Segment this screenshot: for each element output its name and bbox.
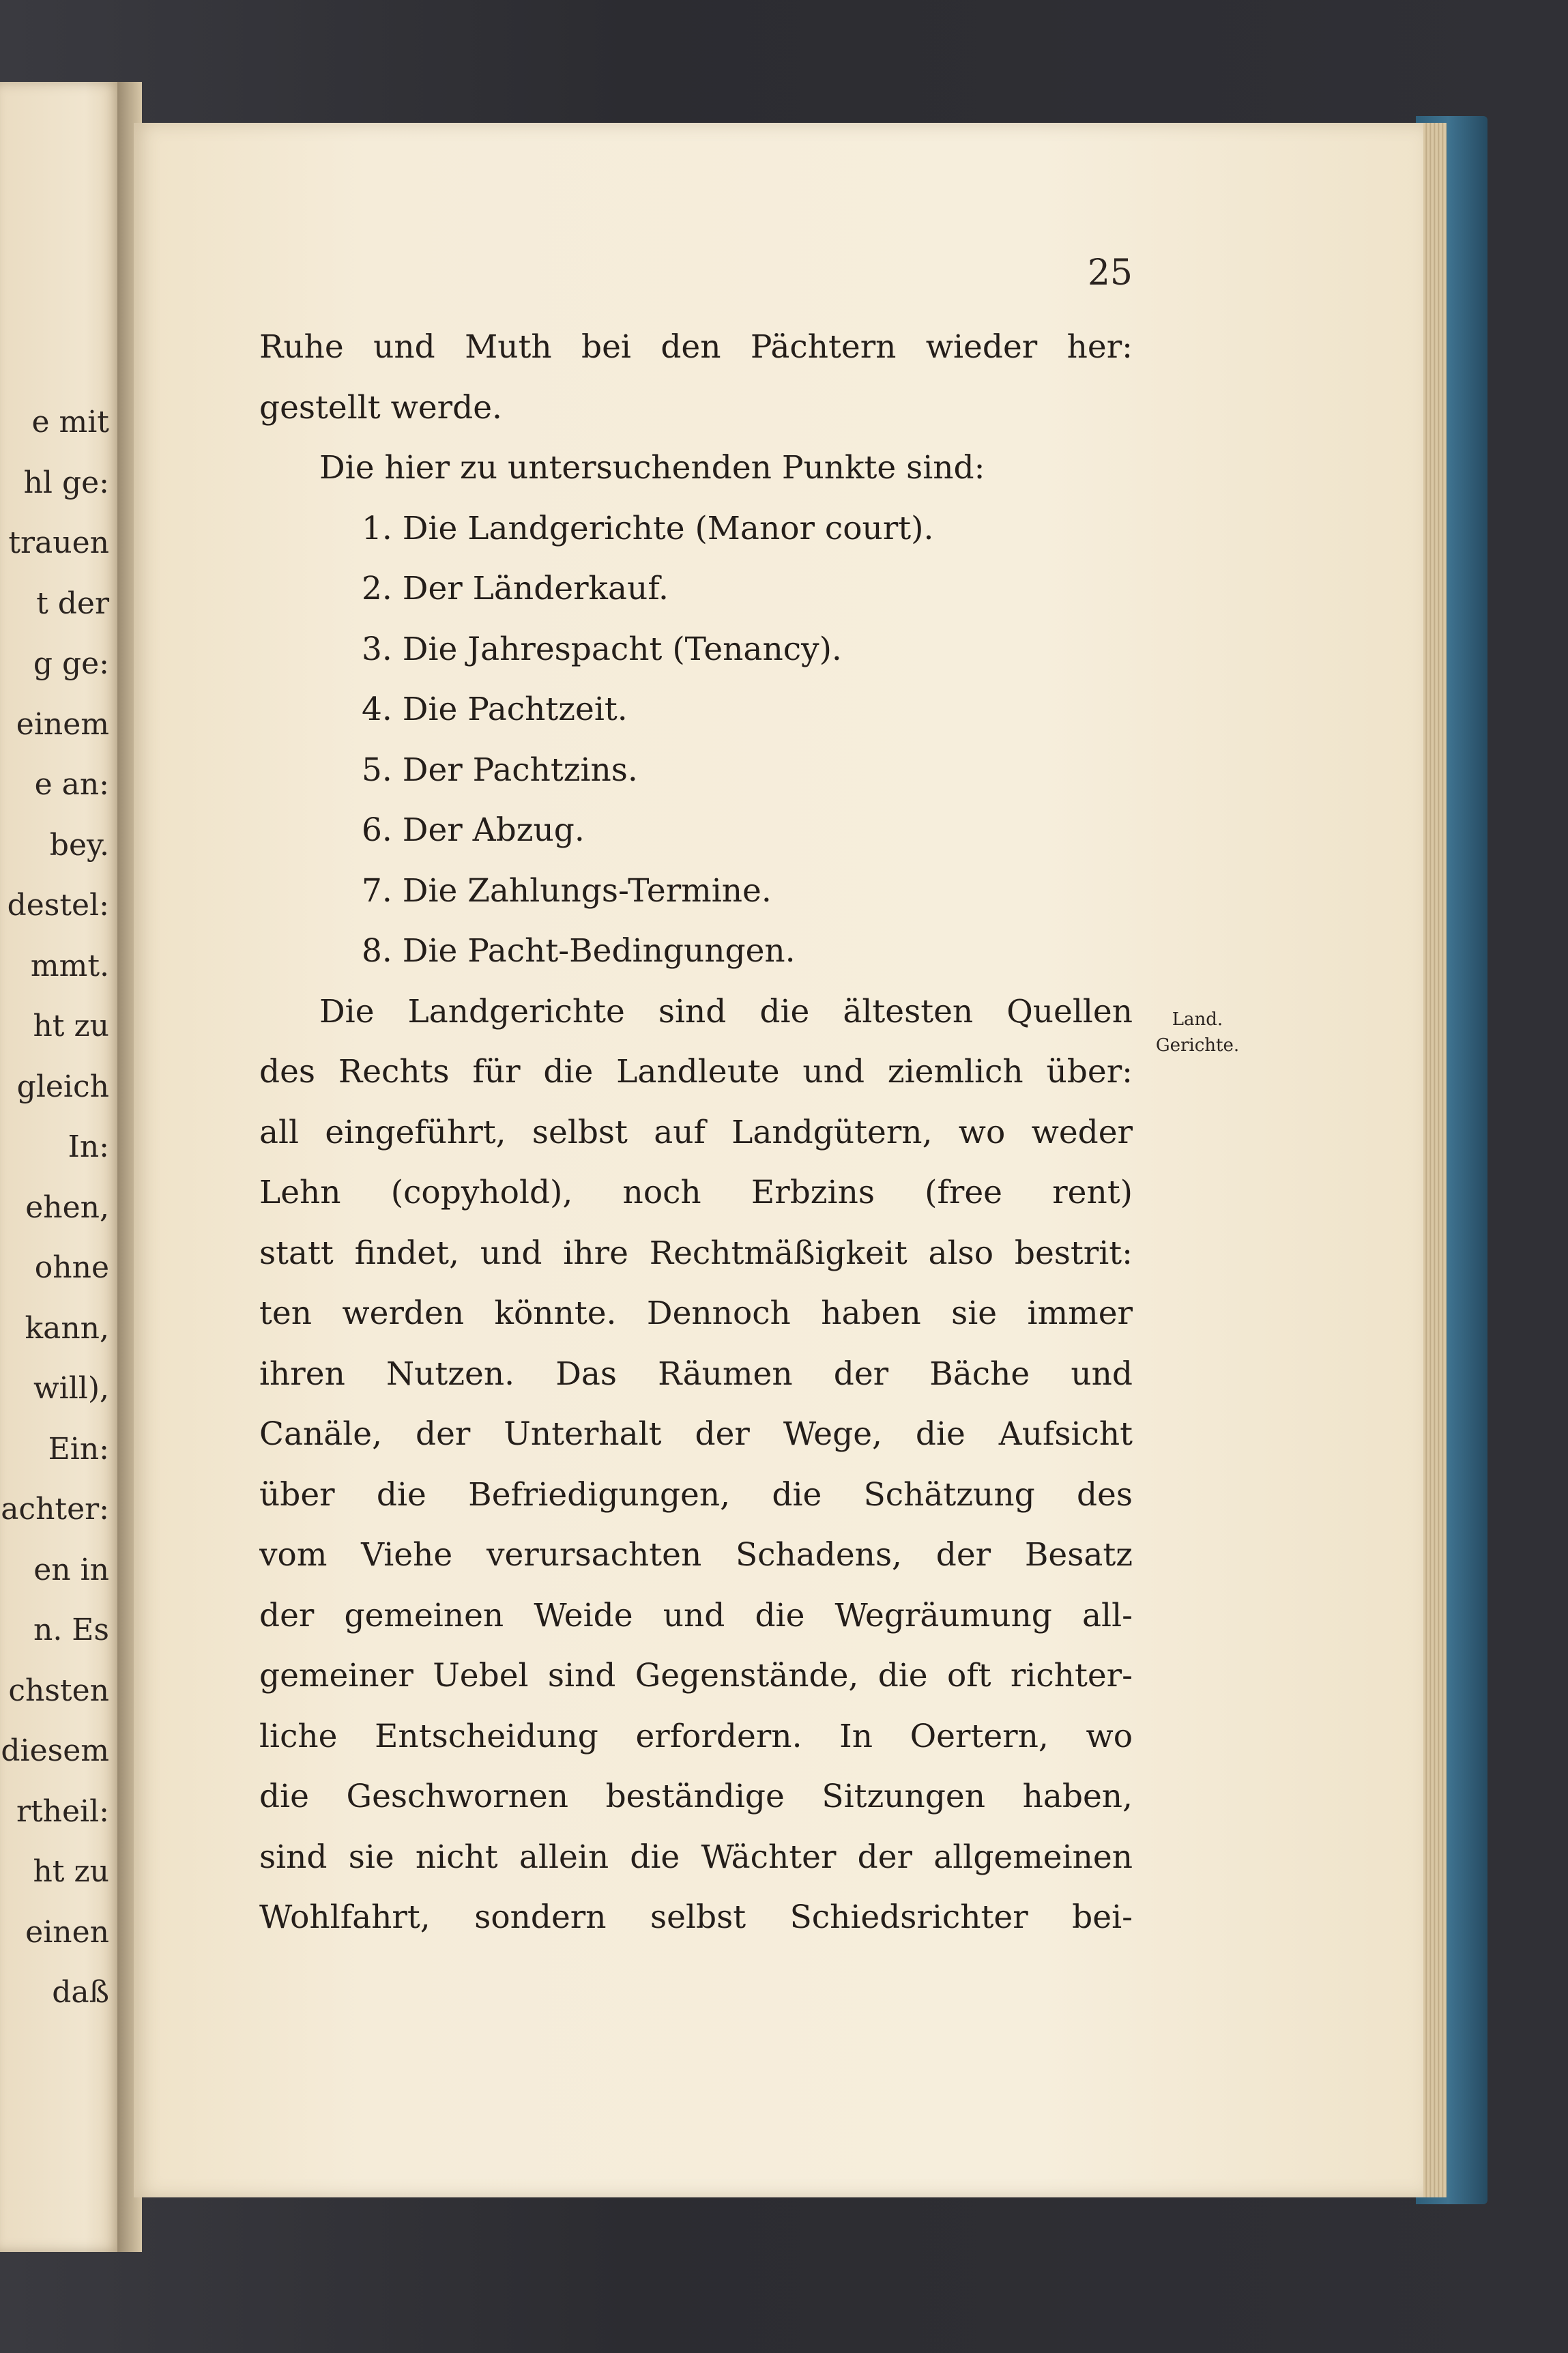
previous-page-line: will),: [33, 1371, 109, 1406]
previous-page-line: chsten: [8, 1673, 109, 1708]
previous-page-line: rtheil:: [16, 1793, 109, 1829]
list-item: 8. Die Pacht-Bedingungen.: [362, 932, 796, 970]
text-line: sind sie nicht allein die Wächter der allgemeinen: [259, 1838, 1133, 1876]
text-line: ihren Nutzen. Das Räumen der Bäche und: [259, 1355, 1133, 1393]
list-item: 5. Der Pachtzins.: [362, 751, 638, 789]
text-line: liche Entscheidung erfordern. In Oertern, wo: [259, 1717, 1133, 1755]
previous-page-line: einem: [16, 706, 109, 742]
previous-page-line: trauen: [8, 525, 109, 560]
previous-page-line: ht zu: [33, 1854, 109, 1889]
text-line: der gemeinen Weide und die Wegräumung all-: [259, 1596, 1133, 1634]
previous-page-line: t der: [36, 586, 109, 621]
previous-page-line: e an:: [34, 767, 109, 802]
previous-page-line: hl ge:: [23, 465, 109, 500]
list-item: 4. Die Pachtzeit.: [362, 691, 628, 728]
previous-page-edge: [0, 82, 121, 2252]
text-line: Ruhe und Muth bei den Pächtern wieder her:: [259, 328, 1133, 366]
previous-page-line: mmt.: [30, 948, 109, 983]
previous-page-line: en in: [33, 1552, 109, 1587]
previous-page-line: destel:: [7, 888, 109, 923]
margin-note-line: Land.: [1172, 1009, 1223, 1030]
margin-note: [1146, 1007, 1249, 1058]
previous-page-line: kann,: [25, 1310, 109, 1346]
previous-page-line: diesem: [1, 1733, 109, 1768]
text-line: Lehn (copyhold), noch Erbzins (free rent): [259, 1174, 1133, 1211]
previous-page-line: ht zu: [33, 1009, 109, 1043]
previous-page-line: ohne: [34, 1250, 109, 1285]
list-item: 3. Die Jahrespacht (Tenancy).: [362, 630, 842, 668]
body-text: [259, 317, 1133, 1948]
list-item: 7. Die Zahlungs-Termine.: [362, 871, 772, 910]
page-block-edge: [1419, 123, 1447, 2197]
list-item: 2. Der Länderkauf.: [362, 570, 669, 607]
text-line: statt findet, und ihre Rechtmäßigkeit also bestrit:: [259, 1234, 1133, 1272]
text-line: vom Viehe verursachten Schadens, der Besatz: [259, 1536, 1133, 1574]
text-line: des Rechts für die Landleute und ziemlich über:: [259, 1053, 1133, 1091]
text-line: die Geschwornen beständige Sitzungen haben,: [259, 1778, 1133, 1815]
previous-page-line: gleich: [16, 1069, 109, 1104]
previous-page-line: n. Es: [33, 1613, 109, 1647]
previous-page-line: ehen,: [25, 1189, 109, 1225]
list-item: 1. Die Landgerichte (Manor court).: [362, 509, 934, 547]
text-line: Wohlfahrt, sondern selbst Schiedsrichter bei-: [259, 1899, 1133, 1936]
previous-page-line: achter:: [1, 1492, 109, 1527]
text-line: über die Befriedigungen, die Schätzung des: [259, 1475, 1133, 1514]
previous-page-text: [0, 392, 116, 2023]
previous-page-line: g ge:: [33, 646, 109, 681]
list-item: 6. Der Abzug.: [362, 811, 585, 849]
text-line: Die hier zu untersuchenden Punkte sind:: [319, 449, 985, 487]
previous-page-line: e mit: [31, 405, 109, 439]
previous-page-line: bey.: [49, 827, 109, 863]
text-line: gestellt werde.: [259, 388, 502, 427]
text-line: gemeiner Uebel sind Gegenstände, die oft richter-: [259, 1657, 1133, 1694]
text-line: ten werden könnte. Dennoch haben sie immer: [259, 1295, 1133, 1332]
previous-page-line: daß: [52, 1975, 109, 2010]
text-line: all eingeführt, selbst auf Landgütern, wo weder: [259, 1113, 1133, 1151]
text-line: Die Landgerichte sind die ältesten Quellen: [319, 992, 1133, 1030]
previous-page-line: einen: [25, 1914, 109, 1950]
page-number: 25: [1087, 252, 1133, 293]
text-line: Canäle, der Unterhalt der Wege, die Aufsicht: [259, 1415, 1133, 1453]
margin-note-line: Gerichte.: [1155, 1035, 1240, 1056]
previous-page-line: Ein:: [48, 1431, 109, 1467]
previous-page-line: In:: [68, 1129, 109, 1164]
